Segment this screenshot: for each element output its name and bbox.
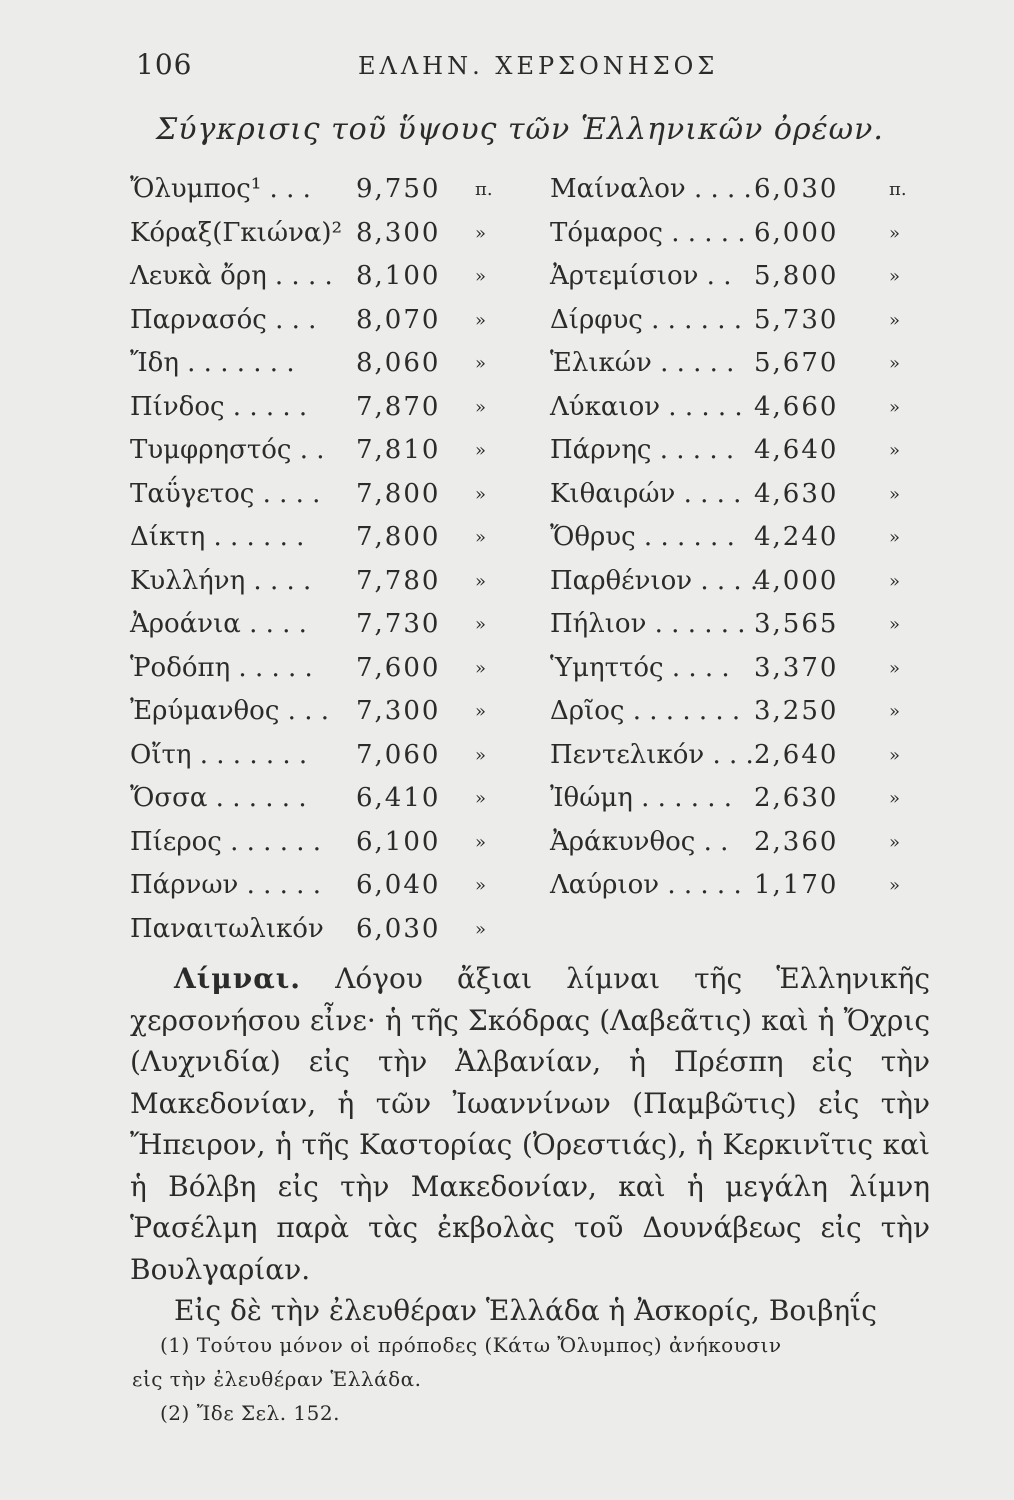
mountain-row xyxy=(130,864,500,908)
mountain-row xyxy=(130,386,500,430)
mountain-name: Ὄλυμπος¹ . . . xyxy=(130,174,311,204)
mountain-height: 4,240 xyxy=(754,522,839,552)
mountain-name: Λύκαιον . . . . . xyxy=(550,391,743,422)
mountain-height: 8,070 xyxy=(356,304,441,335)
mountain-name: Ἴδη . . . . . . . xyxy=(130,348,295,378)
mountain-height: 3,370 xyxy=(754,652,839,683)
mountain-name: Κιθαιρών . . . . xyxy=(550,478,742,509)
mountain-height: 8,100 xyxy=(356,261,441,291)
mountain-name: Λευκὰ ὄρη . . . . xyxy=(130,261,333,291)
mountain-height: 3,565 xyxy=(754,609,839,639)
mountain-row xyxy=(130,821,500,865)
mountain-row xyxy=(130,168,500,212)
mountain-height: 6,030 xyxy=(356,913,441,944)
height-unit: » xyxy=(889,701,901,722)
mountain-height: 2,630 xyxy=(754,783,839,813)
mountain-name: Παναιτωλικόν xyxy=(130,913,324,944)
mountain-name: Πάρνης . . . . . xyxy=(550,435,735,465)
mountain-row xyxy=(130,255,500,299)
mountain-height: 7,870 xyxy=(356,391,441,422)
mountain-row xyxy=(130,212,500,256)
mountain-height: 4,640 xyxy=(754,435,839,465)
mountain-row xyxy=(130,342,500,386)
mountain-height: 6,410 xyxy=(356,783,441,813)
footnote-1-line-1: (1) Τούτου μόνον οἱ πρόποδες (Κάτω Ὄλυμπος) ἀνήκουσιν xyxy=(160,1333,782,1357)
mountain-name: Ὑμηττός . . . . xyxy=(550,652,730,683)
mountain-height: 4,660 xyxy=(754,391,839,422)
height-unit: » xyxy=(889,396,901,418)
running-head xyxy=(128,48,928,88)
footnote-2: (2) Ἴδε Σελ. 152. xyxy=(160,1401,340,1425)
mountain-row xyxy=(550,255,920,299)
height-unit: » xyxy=(889,309,901,331)
height-unit: » xyxy=(475,309,487,331)
mountain-height: 1,170 xyxy=(754,870,839,900)
height-unit: » xyxy=(475,614,487,635)
mountain-row xyxy=(550,473,920,517)
mountain-height: 2,360 xyxy=(754,826,839,857)
height-unit: » xyxy=(889,875,901,896)
mountain-height: 5,670 xyxy=(754,348,839,378)
mountain-height: 6,100 xyxy=(356,826,441,857)
mountain-height: 8,060 xyxy=(356,348,441,378)
mountain-name: Ἀροάνια . . . . xyxy=(130,609,307,639)
mountain-row xyxy=(550,516,920,560)
height-unit: » xyxy=(475,701,487,722)
mountain-name: Ῥοδόπη . . . . . xyxy=(130,652,313,683)
mountain-row xyxy=(550,821,920,865)
mountain-row xyxy=(550,734,920,778)
height-unit: » xyxy=(889,657,901,679)
mountain-height: 7,780 xyxy=(356,565,441,596)
mountain-name: Ὄσσα . . . . . . xyxy=(130,783,307,813)
mountain-row xyxy=(130,516,500,560)
mountain-name: Κόραξ(Γκιώνα)² xyxy=(130,217,342,248)
mountain-row xyxy=(130,734,500,778)
mountain-name: Παρνασός . . . xyxy=(130,304,317,335)
mountain-row xyxy=(550,168,920,212)
lakes-heading: Λίμναι. xyxy=(174,962,302,995)
height-unit: » xyxy=(889,744,901,766)
section-title: Σύγκρισις τοῦ ὕψους τῶν Ἑλληνικῶν ὀρέων. xyxy=(156,112,884,147)
height-unit: » xyxy=(889,222,901,244)
mountain-row xyxy=(550,342,920,386)
mountain-heights-table xyxy=(130,168,920,948)
height-unit: » xyxy=(889,353,901,374)
mountain-row xyxy=(550,429,920,473)
mountain-height: 3,250 xyxy=(754,696,839,726)
mountain-height: 7,600 xyxy=(356,652,441,683)
height-unit: » xyxy=(475,440,487,461)
height-unit: » xyxy=(889,614,901,635)
height-unit: » xyxy=(475,875,487,896)
mountain-height: 4,000 xyxy=(754,565,839,596)
mountain-name: Ἀράκυνθος . . xyxy=(550,826,729,857)
mountain-row xyxy=(130,429,500,473)
mountain-name: Ἰθώμη . . . . . . xyxy=(550,783,733,813)
mountain-row xyxy=(550,690,920,734)
mountain-row xyxy=(130,908,500,952)
height-unit: » xyxy=(889,266,901,287)
mountain-name: Πίνδος . . . . . xyxy=(130,391,308,422)
mountain-row xyxy=(130,647,500,691)
mountain-row xyxy=(550,386,920,430)
height-unit: » xyxy=(475,788,487,809)
height-unit: » xyxy=(475,744,487,766)
mountain-name: Τυμφρηστός . . xyxy=(130,435,325,465)
mountain-row xyxy=(550,777,920,821)
height-unit: » xyxy=(889,440,901,461)
mountain-row xyxy=(130,690,500,734)
height-unit: » xyxy=(475,831,487,853)
height-unit: » xyxy=(475,570,487,592)
mountain-name: Ὄθρυς . . . . . . xyxy=(550,522,735,552)
page-number: 106 xyxy=(136,48,193,81)
mountain-name: Ἀρτεμίσιον . . xyxy=(550,261,732,291)
height-unit: » xyxy=(889,831,901,853)
mountain-height: 7,060 xyxy=(356,739,441,770)
mountain-name: Τόμαρος . . . . . xyxy=(550,217,746,248)
height-unit: » xyxy=(889,570,901,592)
lakes-paragraph-continued: Εἰς δὲ τὴν ἐλευθέραν Ἑλλάδα ἡ Ἀσκορίς, Βοιβηΐς xyxy=(174,1294,877,1327)
mountain-row xyxy=(550,647,920,691)
mountain-name: Παρθένιον . . . . xyxy=(550,565,759,596)
mountains-right-column xyxy=(550,168,920,908)
footnotes xyxy=(132,1328,932,1430)
mountain-height: 6,030 xyxy=(754,174,839,204)
mountain-height: 8,300 xyxy=(356,217,441,248)
mountain-name: Ταΰγετος . . . . xyxy=(130,478,321,509)
mountain-name: Ἑλικών . . . . . xyxy=(550,348,735,378)
lakes-section xyxy=(130,958,930,1332)
mountain-height: 5,800 xyxy=(754,261,839,291)
mountain-row xyxy=(550,299,920,343)
height-unit: » xyxy=(475,483,487,505)
mountain-name: Δρῖος . . . . . . . xyxy=(550,696,741,726)
mountain-name: Πήλιον . . . . . . xyxy=(550,609,746,639)
mountain-name: Κυλλήνη . . . . xyxy=(130,565,312,596)
mountain-height: 9,750 xyxy=(356,174,441,204)
mountain-row xyxy=(130,777,500,821)
mountain-name: Λαύριον . . . . . xyxy=(550,870,742,900)
mountain-height: 2,640 xyxy=(754,739,839,770)
mountain-row xyxy=(130,473,500,517)
mountain-height: 7,800 xyxy=(356,478,441,509)
mountain-height: 7,300 xyxy=(356,696,441,726)
height-unit: » xyxy=(889,483,901,505)
mountain-height: 7,810 xyxy=(356,435,441,465)
lakes-paragraph-text: Λόγου ἄξιαι λίμναι τῆς Ἑλληνικῆς χερσονήσου εἶνε· ἡ τῆς Σκόδρας (Λαβεᾶτις) καὶ ἡ Ὄχρις (Λυχνιδία) εἰς τὴν Ἀλβανίαν, ἡ Πρέσπη εἰς τὴν Μακεδονίαν, ἡ τῶν Ἰωαννίνων (Παμβῶτις) εἰς τὴν Ἤπειρον, ἡ τῆς Καστορίας (Ὀρεστιάς), ἡ Κερκινῖτις καὶ ἡ Βόλβη εἰς τὴν Μακεδονίαν, καὶ ἡ μεγάλη λίμνη Ῥασέλμη παρὰ τὰς ἐκβολὰς τοῦ Δουνάβεως εἰς τὴν Βουλγαρίαν. xyxy=(130,962,931,1286)
mountain-name: Δίκτη . . . . . . xyxy=(130,522,305,552)
lakes-paragraph xyxy=(130,958,930,1290)
height-unit: » xyxy=(889,788,901,809)
height-unit: » xyxy=(475,918,487,940)
mountain-row xyxy=(130,603,500,647)
height-unit: » xyxy=(475,353,487,374)
height-unit: » xyxy=(475,527,487,548)
mountain-height: 4,630 xyxy=(754,478,839,509)
mountain-row xyxy=(550,864,920,908)
height-unit: » xyxy=(889,527,901,548)
mountains-left-column xyxy=(130,168,500,951)
mountain-height: 6,000 xyxy=(754,217,839,248)
height-unit: π. xyxy=(889,179,907,200)
height-unit: π. xyxy=(475,179,493,200)
mountain-height: 7,730 xyxy=(356,609,441,639)
mountain-height: 5,730 xyxy=(754,304,839,335)
mountain-row xyxy=(550,603,920,647)
mountain-name: Πάρνων . . . . . xyxy=(130,870,321,900)
footnote-1-line-2: εἰς τὴν ἐλευθέραν Ἑλλάδα. xyxy=(132,1367,422,1391)
mountain-height: 7,800 xyxy=(356,522,441,552)
mountain-name: Ἐρύμανθος . . . xyxy=(130,696,329,726)
height-unit: » xyxy=(475,657,487,679)
mountain-name: Οἴτη . . . . . . . xyxy=(130,739,308,770)
mountain-row xyxy=(550,560,920,604)
mountain-name: Πίερος . . . . . . xyxy=(130,826,322,857)
height-unit: » xyxy=(475,222,487,244)
height-unit: » xyxy=(475,396,487,418)
mountain-row xyxy=(130,299,500,343)
mountain-row xyxy=(130,560,500,604)
mountain-name: Μαίναλον . . . . xyxy=(550,174,752,204)
mountain-name: Πεντελικόν . . . xyxy=(550,739,754,770)
mountain-height: 6,040 xyxy=(356,870,441,900)
mountain-row xyxy=(550,212,920,256)
mountain-name: Δίρφυς . . . . . . xyxy=(550,304,743,335)
running-title: ΕΛΛΗΝ. ΧΕΡΣΟΝΗΣΟΣ xyxy=(358,52,719,80)
height-unit: » xyxy=(475,266,487,287)
